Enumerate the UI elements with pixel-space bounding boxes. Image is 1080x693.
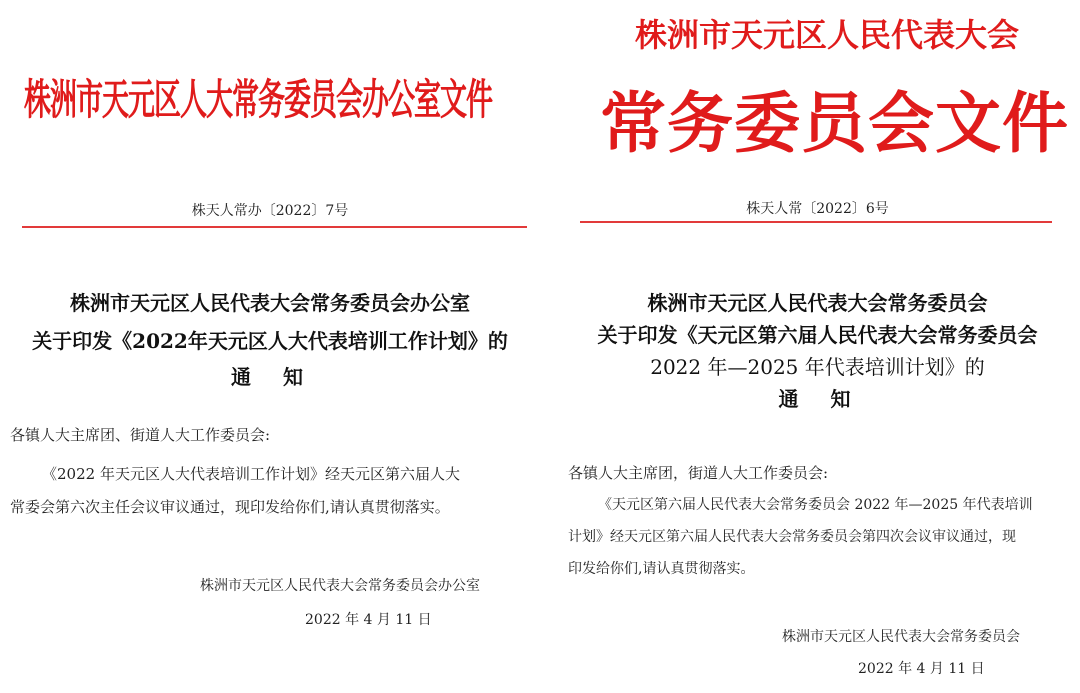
- left-signature: 株洲市天元区人民代表大会常务委员会办公室: [200, 578, 480, 594]
- right-title-line3: 2022 年—2025 年代表培训计划》的: [650, 355, 985, 379]
- left-body-line2: 常委会第六次主任会议审议通过，现印发给你们,请认真贯彻落实。: [10, 498, 450, 516]
- right-body-line1: 《天元区第六届人民代表大会常务委员会 2022 年—2025 年代表培训: [598, 497, 1033, 513]
- left-red-rule: [22, 226, 527, 228]
- left-doc-number: 株天人常办〔2022〕7号: [191, 203, 349, 219]
- right-doc-number: 株天人常〔2022〕6号: [746, 201, 889, 217]
- right-title-line1: 株洲市天元区人民代表大会常务委员会: [647, 291, 988, 315]
- left-salutation: 各镇人大主席团、街道人大工作委员会:: [10, 426, 271, 444]
- right-body-line2: 计划》经天元区第六届人民代表大会常务委员会第四次会议审议通过，现: [568, 529, 1016, 545]
- right-body-line3: 印发给你们,请认真贯彻落实。: [568, 561, 755, 577]
- right-date: 2022 年 4 月 11 日: [858, 661, 985, 677]
- right-signature: 株洲市天元区人民代表大会常务委员会: [782, 629, 1020, 645]
- left-title-line1: 株洲市天元区人民代表大会常务委员会办公室: [70, 291, 470, 315]
- left-date: 2022 年 4 月 11 日: [305, 612, 432, 628]
- right-title-line2: 关于印发《天元区第六届人民代表大会常务委员会: [597, 323, 1038, 347]
- left-title-line2: 关于印发《2022年天元区人大代表培训工作计划》的: [32, 329, 508, 353]
- left-body-line1: 《2022 年天元区人大代表培训工作计划》经天元区第六届人大: [42, 465, 460, 483]
- right-salutation: 各镇人大主席团，街道人大工作委员会:: [568, 464, 829, 482]
- right-header-line1: 株洲市天元区人民代表大会: [635, 16, 1020, 54]
- left-header-title: 株洲市天元区人大常务委员会办公室文件: [24, 76, 492, 125]
- right-red-rule: [580, 221, 1052, 223]
- right-header-line2: 常务委员会文件: [600, 84, 1069, 162]
- right-title-line4: 通 知: [778, 387, 857, 411]
- right-document: [555, 0, 1080, 693]
- left-title-line3: 通 知: [231, 365, 309, 389]
